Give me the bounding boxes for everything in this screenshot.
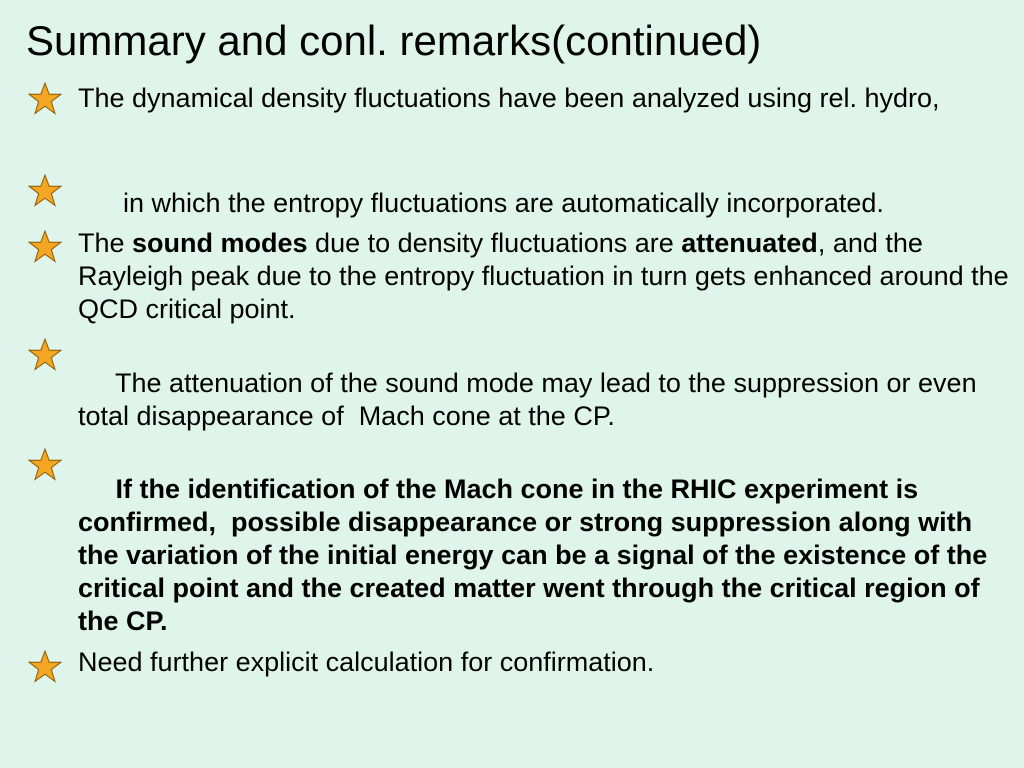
bullet-item-6 — [78, 646, 1018, 679]
bullet-item-1 — [78, 82, 1018, 115]
bullet-text: If the identification of the Mach cone in the RHIC experiment is confirmed, possible disappearance or strong suppression along with the variation of the initial energy can be a signal of the existence of the critical point and the created matter went through the critical region of the CP. — [78, 474, 995, 636]
bold-term-attenuated: attenuated — [681, 228, 818, 258]
bullet-text: Need further explicit calculation for confirmation. — [78, 647, 655, 677]
star-icon — [28, 230, 62, 264]
bold-term-sound-modes: sound modes — [132, 228, 308, 258]
bullet-text: , and the Rayleigh peak due to the entropy fluctuation in turn gets enhanced around the QCD critical point. — [78, 228, 1009, 324]
slide-title: Summary and conl. remarks(continued) — [26, 17, 762, 64]
star-icon — [28, 82, 62, 116]
star-icon — [28, 338, 62, 372]
bullet-text: due to density fluctuations are — [307, 228, 682, 258]
star-icon — [28, 174, 62, 208]
bullet-text: The — [78, 228, 133, 258]
bullet-text: The dynamical density fluctuations have been analyzed using rel. hydro, — [78, 83, 940, 113]
bullet-text: The attenuation of the sound mode may lead to the suppression or even total disappearance of Mach cone at the CP. — [78, 368, 985, 431]
bullet-text: in which the entropy fluctuations are automatically incorporated. — [108, 188, 884, 218]
star-icon — [28, 448, 62, 482]
bullet-item-5 — [78, 440, 1018, 671]
bullet-item-3 — [78, 227, 1018, 326]
star-icon — [28, 650, 62, 684]
